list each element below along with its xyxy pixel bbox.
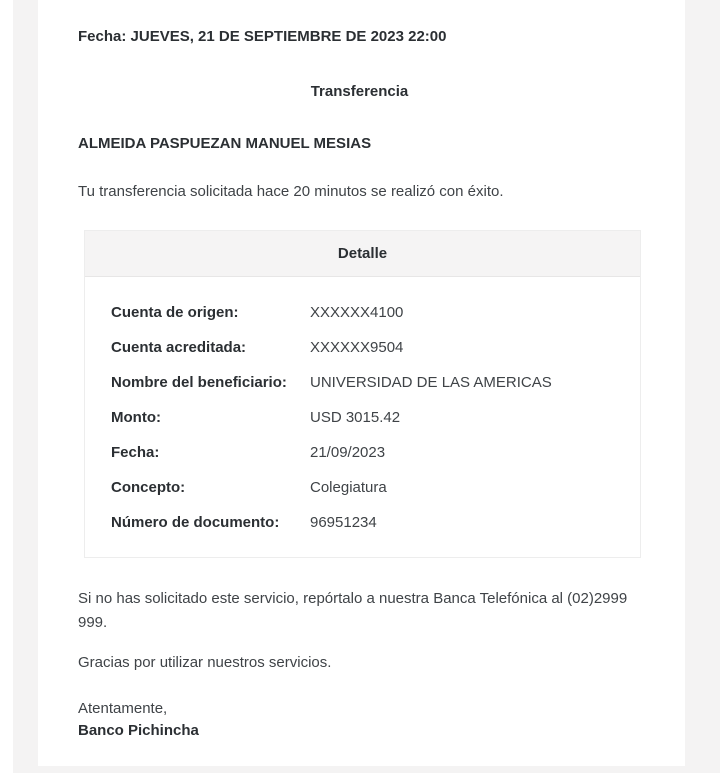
detail-row-amount: [111, 400, 630, 435]
detail-row-label: Cuenta acreditada:: [111, 339, 247, 356]
detail-rows: [85, 277, 640, 557]
detail-card: [84, 230, 641, 558]
email-content: [38, 26, 685, 742]
intro-text: Tu transferencia solicitada hace 20 minutos se realizó con éxito.: [78, 183, 504, 200]
detail-row-label: Monto:: [111, 409, 161, 426]
detail-row-label: Cuenta de origen:: [111, 304, 239, 321]
detail-row-value: XXXXXX4100: [310, 304, 404, 321]
bank-signature: Banco Pichincha: [78, 722, 199, 739]
warning-text: Si no has solicitado este servicio, repórtalo a nuestra Banca Telefónica al (02)2999 999.: [78, 590, 628, 631]
detail-row-value: Colegiatura: [310, 479, 387, 496]
email-date-line: Fecha: JUEVES, 21 DE SEPTIEMBRE DE 2023 22:00: [78, 28, 447, 45]
detail-row-origin-account: [111, 295, 630, 330]
email-body-card: [38, 0, 685, 766]
thanks-text: Gracias por utilizar nuestros servicios.: [78, 654, 332, 671]
detail-row-credited-account: [111, 330, 630, 365]
detail-row-value: 96951234: [310, 514, 377, 531]
email-title: Transferencia: [310, 83, 409, 100]
detail-row-label: Fecha:: [111, 444, 160, 461]
detail-row-value: 21/09/2023: [310, 444, 386, 461]
detail-card-header: Detalle: [85, 231, 640, 277]
detail-row-label: Concepto:: [111, 479, 186, 496]
recipient-name: ALMEIDA PASPUEZAN MANUEL MESIAS: [78, 135, 372, 152]
detail-row-value: XXXXXX9504: [310, 339, 404, 356]
detail-row-date: [111, 435, 630, 470]
detail-row-label: Nombre del beneficiario:: [111, 374, 287, 391]
closing-text: Atentamente,: [78, 700, 168, 717]
detail-row-concept: [111, 470, 630, 505]
detail-row-label: Número de documento:: [111, 514, 280, 531]
detail-row-value: UNIVERSIDAD DE LAS AMERICAS: [310, 374, 552, 391]
detail-row-value: USD 3015.42: [310, 409, 401, 426]
detail-row-beneficiary-name: [111, 365, 630, 400]
detail-row-document-number: [111, 505, 630, 540]
